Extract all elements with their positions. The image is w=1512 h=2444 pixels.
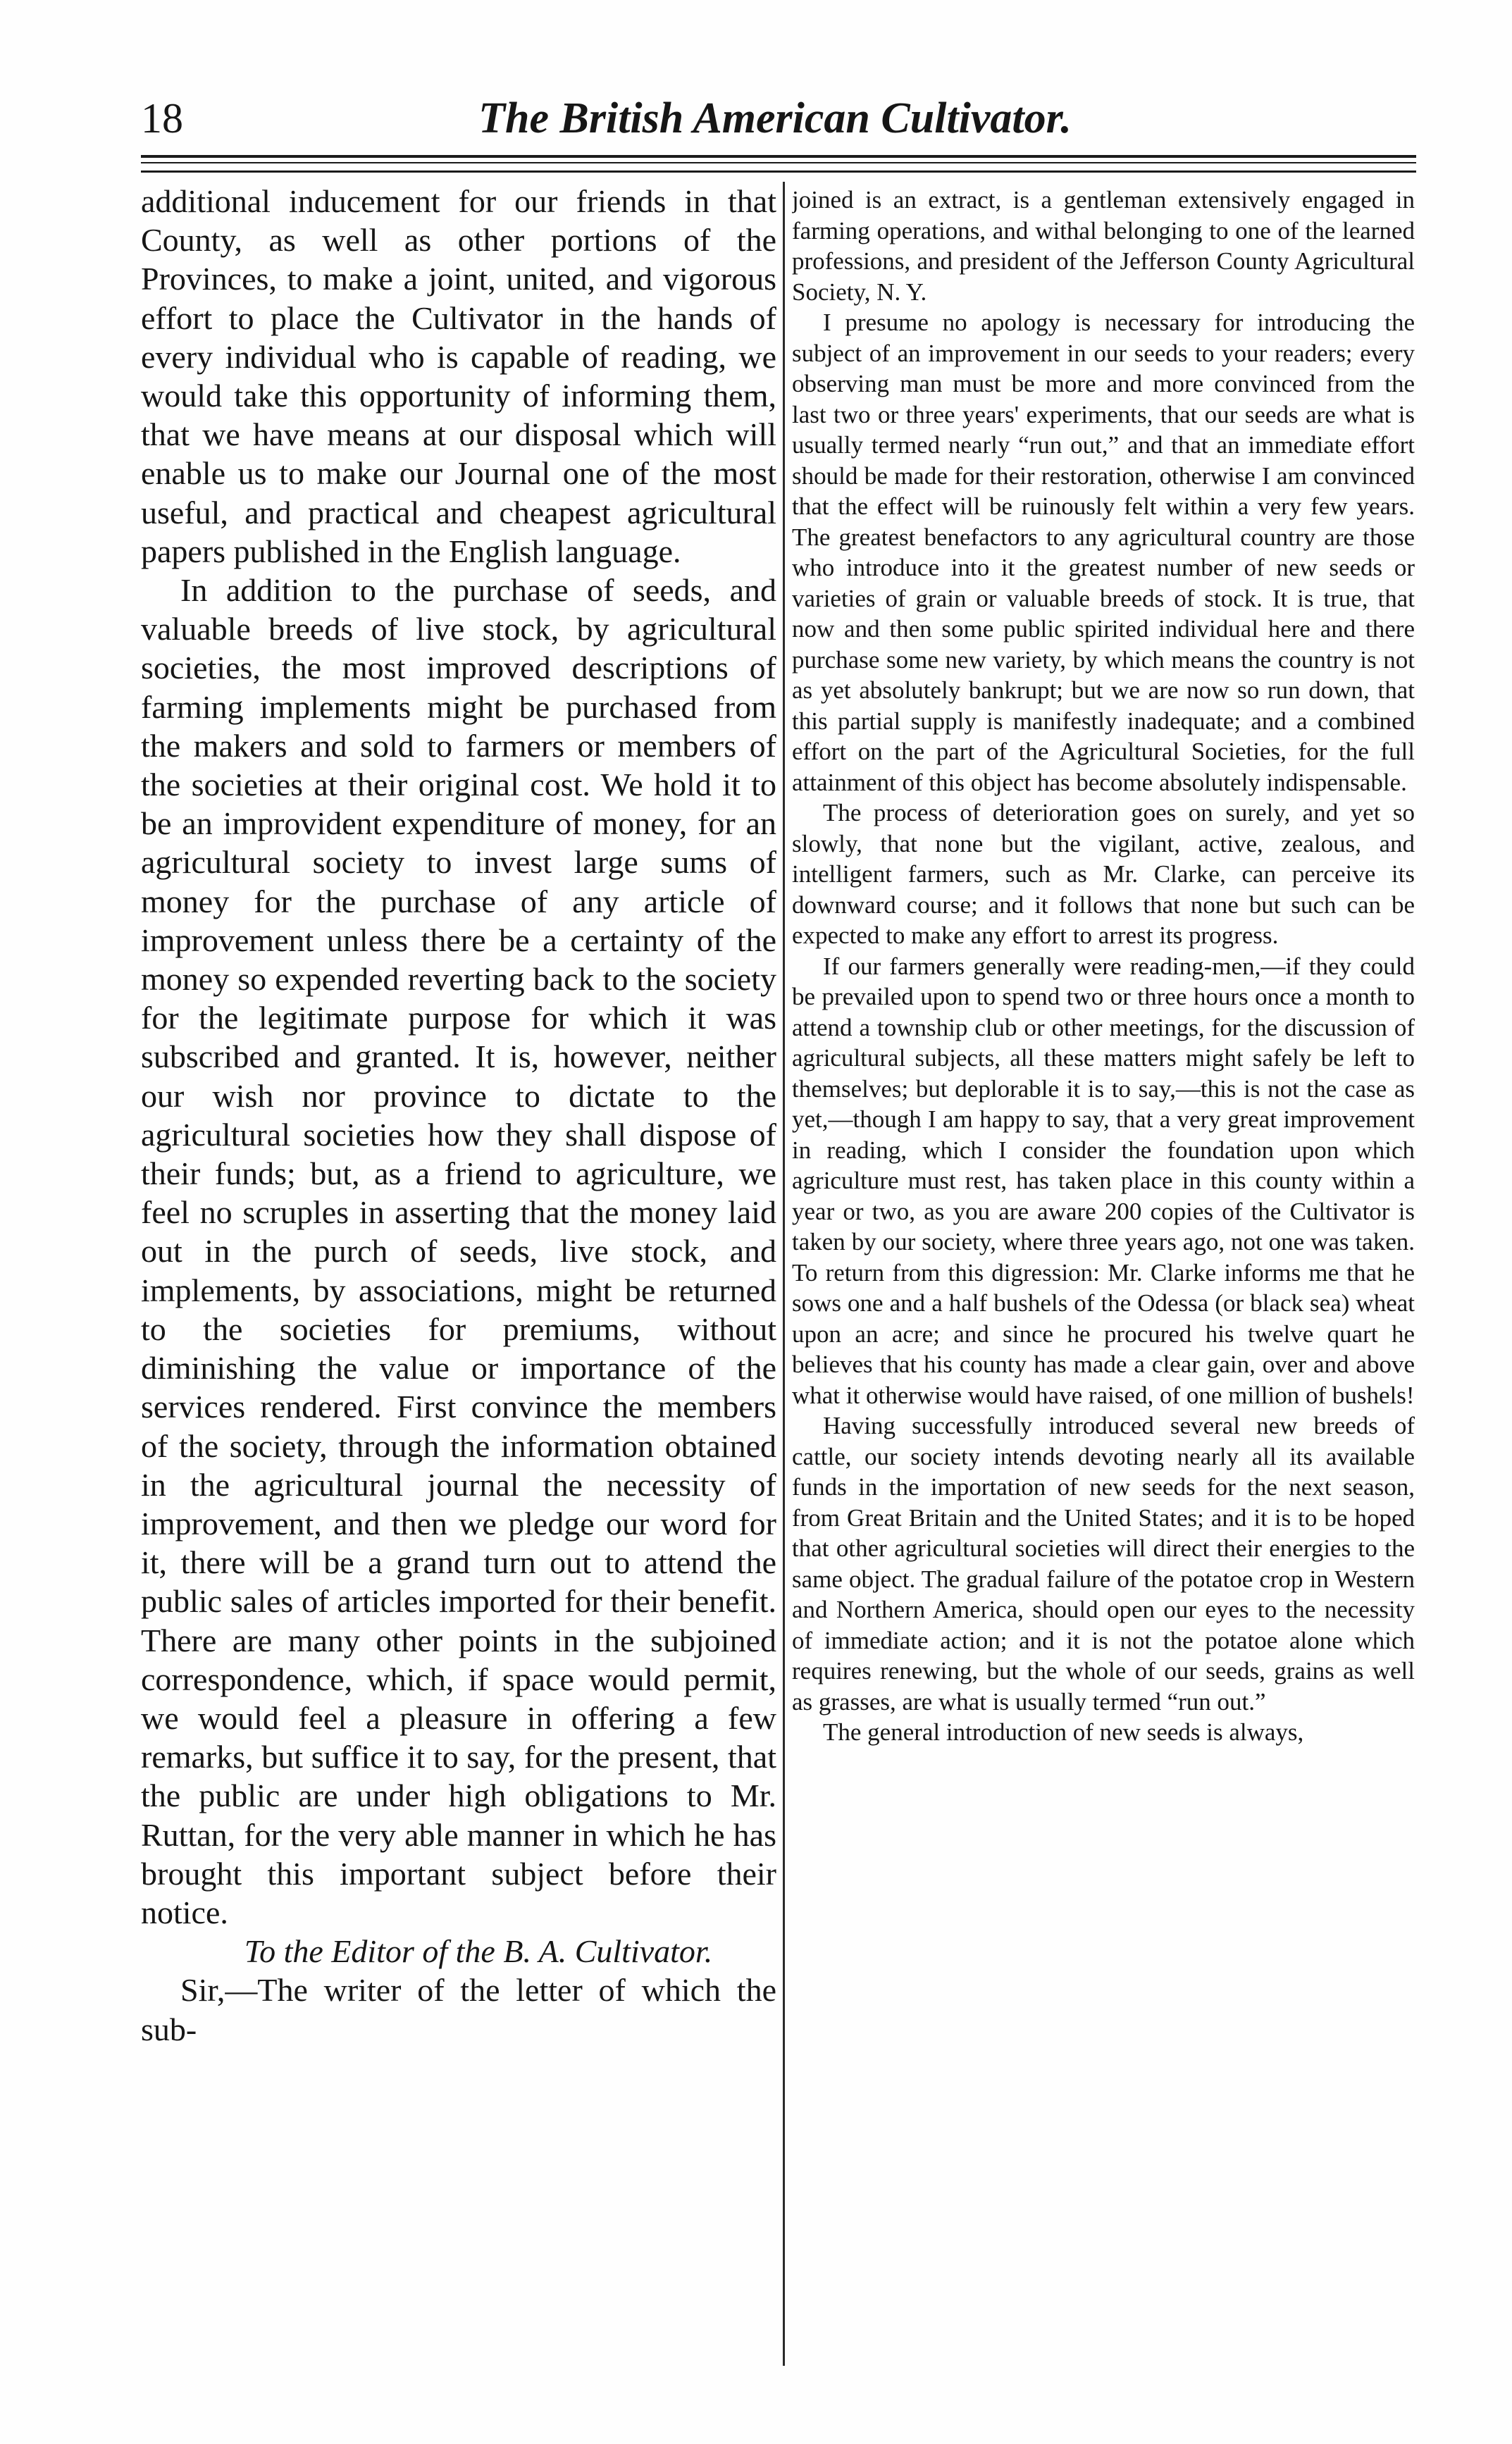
right-paragraph-1: joined is an extract, is a gentleman extensively engaged in farming operations, and withal belonging to one of the learned professions, and president of the Jefferson County Agricultural Society, N. Y. (792, 186, 1415, 306)
header-rule-thin (141, 162, 1416, 163)
letter-opening: Sir,—The writer of the letter of which the sub- (141, 1972, 776, 2047)
left-column (141, 182, 776, 2369)
right-paragraph-6: The general introduction of new seeds is always, (823, 1718, 1304, 1746)
left-paragraph-2: In addition to the purchase of seeds, and valuable breeds of live stock, by agricultural societies, the most improved descriptions of farming implements might be purchased from the makers and sold to farmers or members of the societies at their original cost. We hold it to be an improvident expenditure of money, for an agricultural society to invest large sums of money for the purchase of any article of improvement unless there be a certainty of the money so expended reverting back to the society for the legitimate purpose for which it was subscribed and granted. It is, however, neither our wish nor province to dictate to the agricultural societies how they shall dispose of their funds; but, as a friend to agriculture, we feel no scruples in asserting that the money laid out in the purch of seeds, live stock, and implements, by associations, might be returned to the societies for premiums, without diminishing the value or importance of the services rendered. First convince the members of the society, through the information obtained in the agricultural journal the necessity of improvement, and then we pledge our word for it, there will be a grand turn out to attend the public sales of articles imported for their benefit. There are many other points in the subjoined correspondence, which, if space would permit, we would feel a pleasure in offering a few remarks, but suffice it to say, for the present, that the public are under high obligations to Mr. Ruttan, for the very able manner in which he has brought this important subject before their notice. (141, 572, 776, 1930)
page-header (134, 90, 1416, 147)
left-paragraph-1: additional inducement for our friends in that County, as well as other portions of the Provinces, to make a joint, united, and vigorous effort to place the Cultivator in the hands of every individual who is capable of reading, we would take this opportunity of informing them, that we have means at our disposal which will enable us to make our Journal one of the most useful, and practical and cheapest agricultural papers published in the English language. (141, 183, 776, 569)
right-paragraph-2: I presume no apology is necessary for introducing the subject of an improvement in our seeds to your readers; every observing man must be more and more convinced from the last two or three years' experiments, that our seeds are what is usually termed nearly “run out,” and that an immediate effort should be made for their restoration, otherwise I am convinced that the effect will be ruinously felt within a very few years. The greatest benefactors to any agricultural country are those who introduce into it the greatest number of new seeds or varieties of grain or valuable breeds of stock. It is true, that now and then some public spirited individual here and there purchase some new variety, by which means the country is not as yet absolutely bankrupt; but we are now so run down, that this partial supply is manifestly inadequate; and a combined effort on the part of the Agricultural Societies, for the full attainment of this object has become absolutely indispensable. (792, 309, 1415, 796)
header-rule-thick (141, 155, 1416, 158)
journal-title: The British American Cultivator. (478, 94, 1072, 142)
right-column (792, 185, 1415, 2372)
header-rule-double (141, 170, 1416, 173)
right-paragraph-5: Having successfully introduced several new breeds of cattle, our society intends devoting nearly all its available funds in the importation of new seeds for the next season, from Great Britain and the United States; and it is to be hoped that other agricultural societies will direct their energies to the same object. The gradual failure of the potatoe crop in Western and Northern America, should open our eyes to the necessity of immediate action; and it is not the potatoe alone which requires renewing, but the whole of our seeds, grains as well as grasses, are what is usually termed “run out.” (792, 1412, 1415, 1716)
right-paragraph-3: The process of deterioration goes on surely, and yet so slowly, that none but the vigilant, active, zealous, and intelligent farmers, such as Mr. Clarke, can perceive its downward course; and it follows that none but such can be expected to make any effort to arrest its progress. (792, 799, 1415, 949)
letter-heading: To the Editor of the B. A. Cultivator. (244, 1933, 713, 1970)
page-number: 18 (141, 95, 183, 142)
column-divider (783, 182, 785, 2366)
right-paragraph-4: If our farmers generally were reading-men,—if they could be prevailed upon to spend two or three hours once a month to attend a township club or other meetings, for the discussion of agricultural subjects, all these matters might safely be left to themselves; but deplorable it is to say,—this is not the case as yet,—though I am happy to say, that a very great improvement in reading, which I consider the foundation upon which agriculture must rest, has taken place in this county within a year or two, as you are aware 200 copies of the Cultivator is taken by our society, where three years ago, not one was taken. To return from this digression: Mr. Clarke informs me that he sows one and a half bushels of the Odessa (or black sea) wheat upon an acre; and since he procured his twelve quart he believes that his county has made a clear gain, over and above what it otherwise would have raised, of one million of bushels! (792, 952, 1415, 1409)
